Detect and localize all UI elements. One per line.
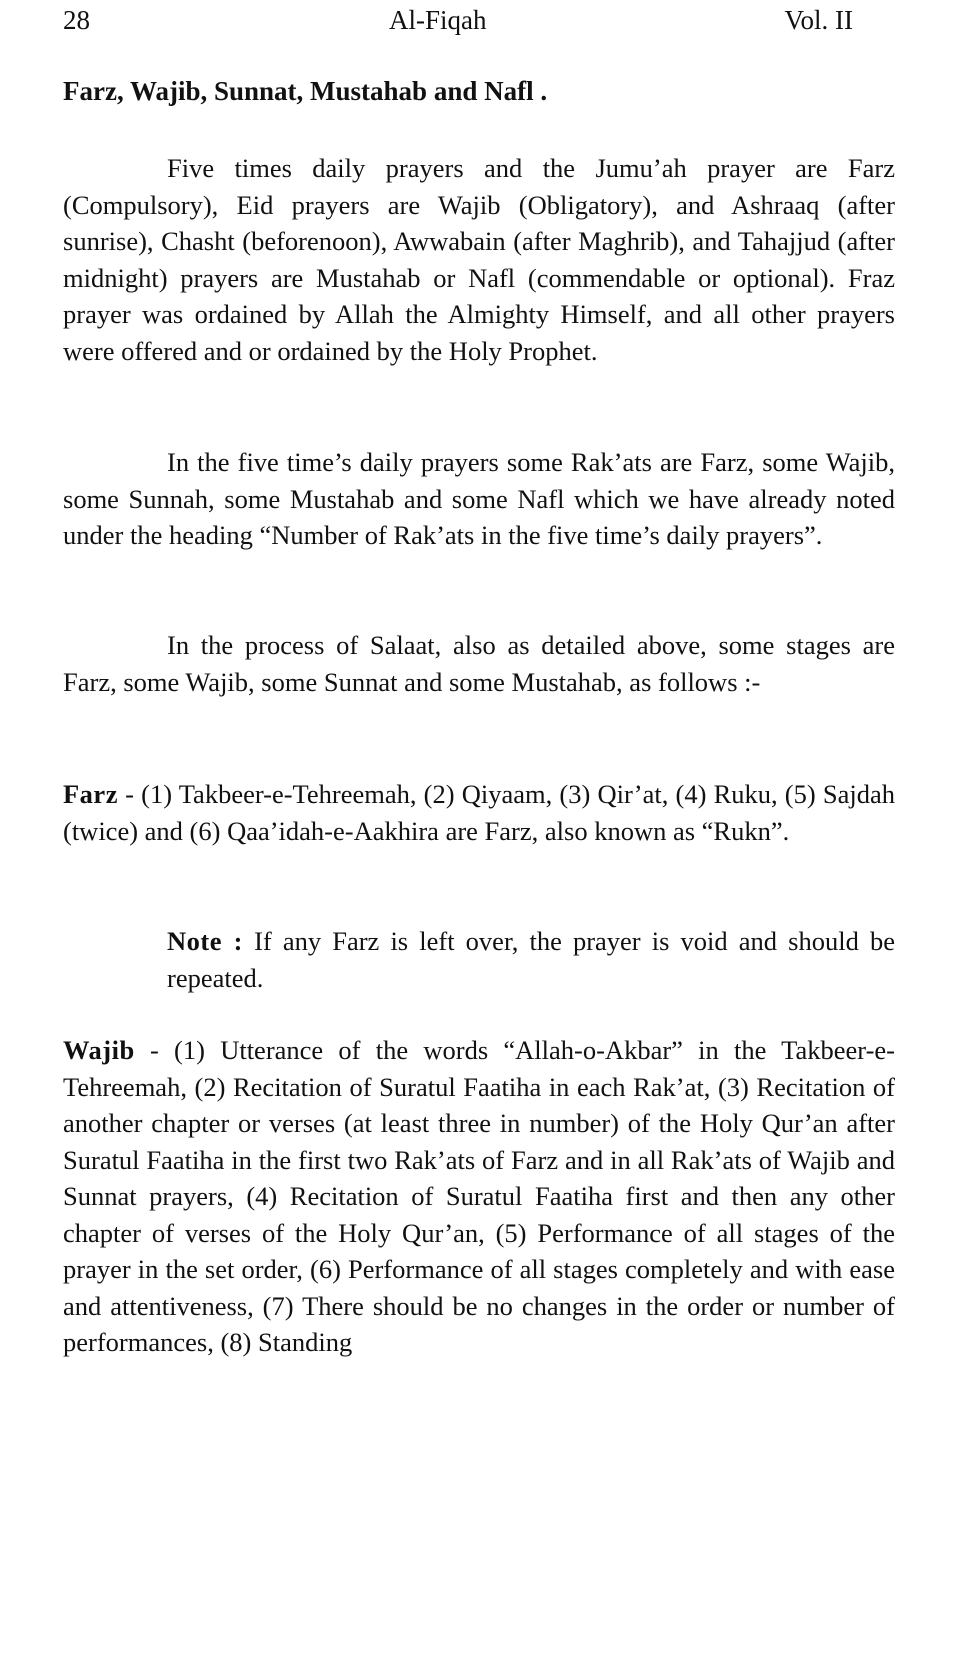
paragraph-salaat-stages: In the process of Salaat, also as detailed above, some stages are Farz, some Wajib, some Sunnat and some Mustahab, as follows :- (63, 630, 895, 697)
paragraph-wajib (63, 1032, 895, 1361)
paragraph-prayer-categories: Five times daily prayers and the Jumu’ah prayer are Farz (Compulsory), Eid prayers are Wajib (Obligatory), and Ashraaq (after sunrise), Chasht (beforenoon), Awwabain (after Maghrib), and Tahajjud (after midnight) prayers are Mustahab or Nafl (commendable or optional). Fraz prayer was ordained by Allah the Almighty Himself, and all other prayers were offered and or ordained by the Holy Prophet. (63, 153, 895, 366)
paragraph-farz (63, 776, 895, 849)
note-text: If any Farz is left over, the prayer is void and should be repeated. (167, 926, 895, 993)
book-title: Al-Fiqah (389, 5, 487, 35)
wajib-label: Wajib (63, 1035, 135, 1065)
section-heading: Farz, Wajib, Sunnat, Mustahab and Nafl . (63, 76, 548, 106)
wajib-text: - (1) Utterance of the words “Allah-o-Akbar” in the Takbeer-e-Tehreemah, (2) Recitation of Suratul Faatiha in each Rak’at, (3) Recitation of another chapter or verses (at least three in number) of the Holy Qur’an after Suratul Faatiha in the first two Rak’ats of Farz and in all Rak’ats of Wajib and Sunnat prayers, (4) Recitation of Suratul Faatiha first and then any other chapter of verses of the Holy Qur’an, (5) Performance of all stages of the prayer in the set order, (6) Performance of all stages completely and with ease and attentiveness, (7) There should be no changes in the order or number of performances, (8) Standing (63, 1035, 895, 1357)
farz-label: Farz (63, 779, 118, 809)
paragraph-rakats: In the five time’s daily prayers some Rak’ats are Farz, some Wajib, some Sunnah, some Mustahab and some Nafl which we have already noted under the heading “Number of Rak’ats in the five time’s daily prayers”. (63, 447, 895, 550)
paragraph-note (167, 923, 895, 996)
farz-text: - (1) Takbeer-e-Tehreemah, (2) Qiyaam, (3) Qir’at, (4) Ruku, (5) Sajdah (twice) and (6) Qaa’idah-e-Aakhira are Farz, also known as “Rukn”. (63, 779, 895, 846)
note-label: Note : (167, 926, 243, 956)
page-number: 28 (63, 5, 90, 35)
running-header (63, 2, 853, 38)
volume-label: Vol. II (784, 5, 853, 35)
